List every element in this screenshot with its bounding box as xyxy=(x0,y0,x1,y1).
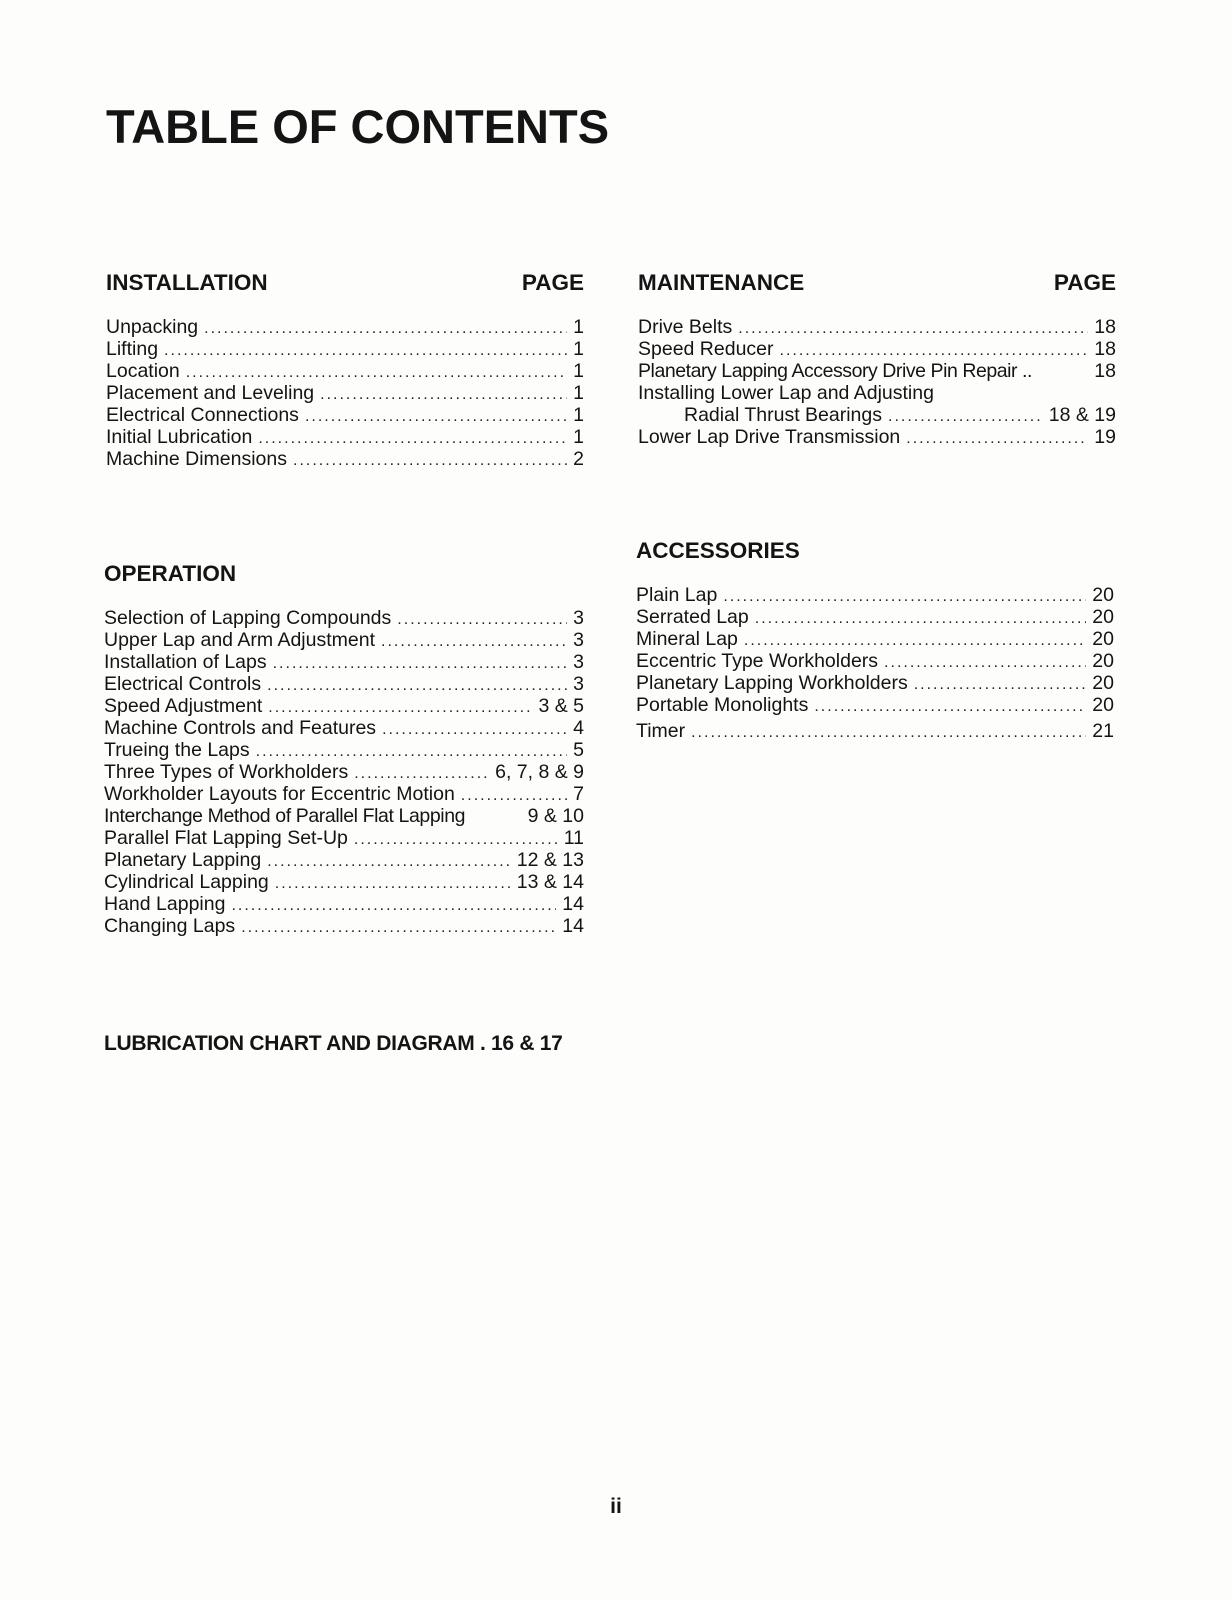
lubrication-chart-entry xyxy=(104,1032,563,1056)
dot-leader xyxy=(397,609,567,631)
toc-entry xyxy=(106,448,584,470)
section-header xyxy=(104,561,584,587)
dot-leader xyxy=(293,450,567,472)
entry-label: Serrated Lap xyxy=(636,606,749,628)
entry-label: Placement and Leveling xyxy=(106,382,315,404)
section-heading: INSTALLATION xyxy=(106,270,268,295)
entry-label: Parallel Flat Lapping Set-Up xyxy=(104,827,348,849)
entry-page: 3 & 5 xyxy=(538,695,584,717)
toc-entry xyxy=(104,761,584,783)
entry-label: Location xyxy=(106,360,180,382)
toc-entry xyxy=(638,382,1116,404)
entry-page: 18 xyxy=(1094,360,1116,382)
toc-entry xyxy=(104,673,584,695)
entry-page: 9 & 10 xyxy=(527,805,584,827)
accessories-section xyxy=(636,538,1114,742)
lubrication-page: . 16 & 17 xyxy=(479,1032,563,1055)
entry-page: 1 xyxy=(573,382,584,404)
dot-leader xyxy=(354,763,489,785)
dot-leader xyxy=(814,696,1086,718)
toc-entry xyxy=(104,805,584,827)
toc-entry xyxy=(104,893,584,915)
dot-leader xyxy=(723,586,1086,608)
entry-page: 3 xyxy=(573,673,584,695)
toc-entry xyxy=(106,338,584,360)
entry-page: 18 & 19 xyxy=(1048,404,1116,426)
entry-page: 7 xyxy=(573,783,584,805)
dot-leader xyxy=(354,829,558,851)
entry-label: Drive Belts xyxy=(638,316,733,338)
entry-page: 1 xyxy=(573,360,584,382)
dot-leader xyxy=(305,406,567,428)
toc-entry xyxy=(106,426,584,448)
toc-entry xyxy=(636,650,1114,672)
entry-page: 4 xyxy=(573,717,584,739)
entry-page: 20 xyxy=(1092,694,1114,716)
entry-page: 5 xyxy=(573,739,584,761)
dot-leader xyxy=(186,362,567,384)
toc-entry xyxy=(106,404,584,426)
entry-label: Machine Controls and Features xyxy=(104,717,377,739)
entry-page: 2 xyxy=(573,448,584,470)
dot-leader xyxy=(258,428,567,450)
entry-page: 6, 7, 8 & 9 xyxy=(495,761,584,783)
entry-label: Changing Laps xyxy=(104,915,236,937)
entry-page: 14 xyxy=(562,915,584,937)
dot-leader xyxy=(241,917,556,939)
dot-leader xyxy=(204,318,567,340)
entry-page: 11 xyxy=(563,827,584,849)
toc-list xyxy=(106,316,584,470)
entry-label: Cylindrical Lapping xyxy=(104,871,269,893)
entry-label: Trueing the Laps xyxy=(104,739,250,761)
dot-leader xyxy=(461,785,567,807)
entry-label: Lifting xyxy=(106,338,159,360)
toc-entry xyxy=(104,695,584,717)
toc-list xyxy=(636,584,1114,742)
entry-page: 1 xyxy=(573,338,584,360)
page-number: ii xyxy=(610,1495,622,1518)
dot-leader xyxy=(884,652,1086,674)
entry-page: 1 xyxy=(573,316,584,338)
entry-page: 14 xyxy=(562,893,584,915)
entry-label: Mineral Lap xyxy=(636,628,738,650)
toc-entry xyxy=(636,628,1114,650)
entry-page: 18 xyxy=(1094,316,1116,338)
dot-leader xyxy=(744,630,1086,652)
toc-entry xyxy=(104,717,584,739)
dot-leader xyxy=(267,851,511,873)
entry-label: Planetary Lapping Accessory Drive Pin Repair .. xyxy=(638,360,1032,382)
section-heading: MAINTENANCE xyxy=(638,270,805,295)
toc-entry xyxy=(636,584,1114,606)
maintenance-section xyxy=(638,270,1116,448)
toc-entry xyxy=(104,629,584,651)
toc-entry xyxy=(638,360,1116,382)
entry-label: Workholder Layouts for Eccentric Motion xyxy=(104,783,455,805)
entry-label: Interchange Method of Parallel Flat Lapping xyxy=(104,805,466,827)
entry-page: 20 xyxy=(1092,628,1114,650)
entry-page: 1 xyxy=(573,404,584,426)
entry-page: 20 xyxy=(1092,606,1114,628)
toc-entry xyxy=(104,739,584,761)
toc-entry xyxy=(104,915,584,937)
entry-label: Initial Lubrication xyxy=(106,426,253,448)
entry-page: 3 xyxy=(573,629,584,651)
toc-entry xyxy=(104,871,584,893)
entry-label: Electrical Connections xyxy=(106,404,299,426)
entry-page: 19 xyxy=(1094,426,1116,448)
toc-entry xyxy=(104,607,584,629)
entry-label: Eccentric Type Workholders xyxy=(636,650,879,672)
entry-page: 20 xyxy=(1092,672,1114,694)
dot-leader xyxy=(906,428,1088,450)
page-column-heading: PAGE xyxy=(521,270,584,295)
dot-leader xyxy=(381,631,567,653)
toc-entry xyxy=(104,849,584,871)
entry-label: Installing Lower Lap and Adjusting xyxy=(638,382,934,404)
dot-leader xyxy=(231,895,556,917)
dot-leader xyxy=(320,384,567,406)
entry-label: Radial Thrust Bearings xyxy=(684,404,882,426)
entry-label: Installation of Laps xyxy=(104,651,267,673)
entry-label: Upper Lap and Arm Adjustment xyxy=(104,629,375,651)
entry-label: Selection of Lapping Compounds xyxy=(104,607,392,629)
entry-page: 18 xyxy=(1094,338,1116,360)
entry-label: Speed Adjustment xyxy=(104,695,263,717)
toc-entry xyxy=(638,338,1116,360)
toc-list xyxy=(638,316,1116,448)
toc-entry xyxy=(638,426,1116,448)
entry-page: 1 xyxy=(573,426,584,448)
entry-page: 20 xyxy=(1092,584,1114,606)
operation-section xyxy=(104,561,584,937)
entry-label: Planetary Lapping xyxy=(104,849,262,871)
toc-entry xyxy=(104,651,584,673)
entry-label: Unpacking xyxy=(106,316,199,338)
section-header xyxy=(636,538,1114,564)
toc-entry xyxy=(636,720,1114,742)
section-header xyxy=(106,270,584,296)
entry-page: 13 & 14 xyxy=(516,871,584,893)
dot-leader xyxy=(268,697,532,719)
toc-entry xyxy=(106,316,584,338)
page-column-heading: PAGE xyxy=(1053,270,1116,295)
dot-leader xyxy=(738,318,1088,340)
entry-label: Speed Reducer xyxy=(638,338,774,360)
entry-label: Plain Lap xyxy=(636,584,718,606)
toc-entry xyxy=(104,827,584,849)
toc-entry xyxy=(636,672,1114,694)
toc-entry xyxy=(636,694,1114,716)
toc-entry xyxy=(636,606,1114,628)
lubrication-label: LUBRICATION CHART AND DIAGRAM xyxy=(104,1032,475,1055)
dot-leader xyxy=(755,608,1087,630)
entry-page: 21 xyxy=(1092,720,1114,742)
dot-leader xyxy=(267,675,567,697)
page-title: TABLE OF CONTENTS xyxy=(106,100,610,153)
dot-leader xyxy=(256,741,568,763)
dot-leader xyxy=(164,340,567,362)
dot-leader xyxy=(888,406,1043,428)
dot-leader xyxy=(780,340,1089,362)
entry-label: Lower Lap Drive Transmission xyxy=(638,426,901,448)
toc-entry xyxy=(104,783,584,805)
entry-page: 3 xyxy=(573,607,584,629)
section-heading: OPERATION xyxy=(104,561,237,586)
section-heading: ACCESSORIES xyxy=(636,538,800,563)
entry-page: 20 xyxy=(1092,650,1114,672)
entry-page: 3 xyxy=(573,651,584,673)
installation-section xyxy=(106,270,584,470)
toc-entry xyxy=(638,404,1116,426)
dot-leader xyxy=(273,653,568,675)
dot-leader xyxy=(914,674,1087,696)
toc-entry xyxy=(106,382,584,404)
entry-label: Machine Dimensions xyxy=(106,448,287,470)
entry-label: Portable Monolights xyxy=(636,694,809,716)
toc-entry xyxy=(106,360,584,382)
toc-entry xyxy=(638,316,1116,338)
dot-leader xyxy=(691,722,1086,744)
dot-leader xyxy=(382,719,567,741)
entry-label: Hand Lapping xyxy=(104,893,226,915)
dot-leader xyxy=(275,873,511,895)
entry-label: Electrical Controls xyxy=(104,673,262,695)
entry-label: Timer xyxy=(636,720,686,742)
section-header xyxy=(638,270,1116,296)
entry-label: Three Types of Workholders xyxy=(104,761,349,783)
entry-label: Planetary Lapping Workholders xyxy=(636,672,908,694)
toc-list xyxy=(104,607,584,937)
entry-page: 12 & 13 xyxy=(516,849,584,871)
